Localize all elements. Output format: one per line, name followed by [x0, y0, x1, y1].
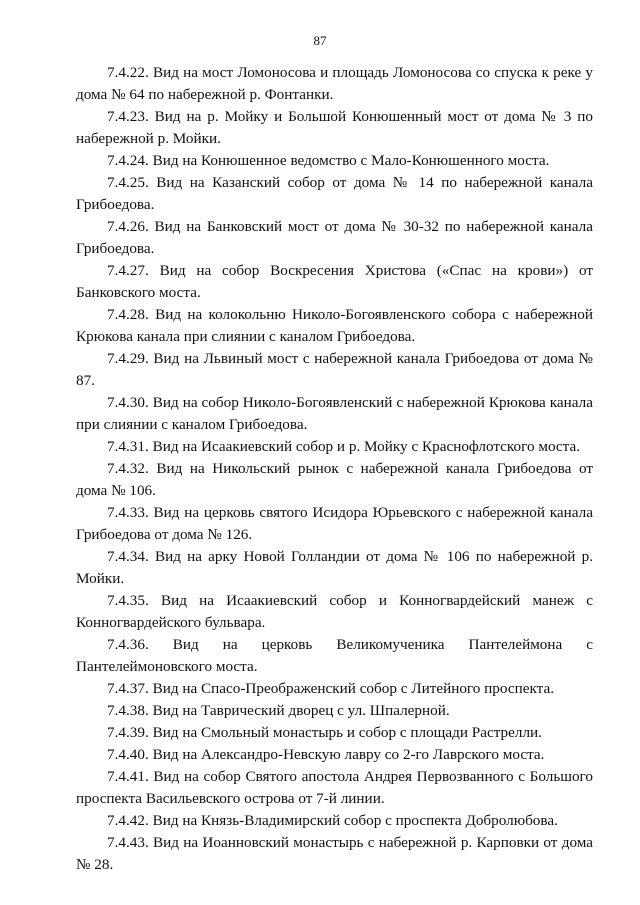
paragraph-7-4-24: 7.4.24. Вид на Конюшенное ведомство с Мало-Конюшенного моста. — [107, 152, 550, 169]
paragraph-7-4-22: 7.4.22. Вид на мост Ломоносова и площадь Ломоносова со спуска к реке у дома № 64 по набережной р. Фонтанки. — [76, 64, 593, 103]
paragraph-7-4-41: 7.4.41. Вид на собор Святого апостола Андрея Первозванного с Большого проспекта Васильевского острова от 7-й линии. — [76, 768, 593, 807]
paragraph-7-4-38: 7.4.38. Вид на Таврический дворец с ул. Шпалерной. — [107, 702, 450, 719]
paragraph-7-4-34: 7.4.34. Вид на арку Новой Голландии от дома № 106 по набережной р. Мойки. — [76, 548, 593, 587]
page-number: 87 — [313, 33, 327, 48]
paragraph-7-4-43: 7.4.43. Вид на Иоанновский монастырь с набережной р. Карповки от дома № 28. — [76, 834, 593, 873]
paragraph-7-4-25: 7.4.25. Вид на Казанский собор от дома № 14 по набережной канала Грибоедова. — [76, 174, 593, 213]
paragraph-7-4-31: 7.4.31. Вид на Исаакиевский собор и р. Мойку с Краснофлотского моста. — [107, 438, 581, 455]
paragraph-7-4-29: 7.4.29. Вид на Львиный мост с набережной канала Грибоедова от дома № 87. — [76, 350, 593, 389]
paragraph-7-4-23: 7.4.23. Вид на р. Мойку и Большой Конюшенный мост от дома № 3 по набережной р. Мойки. — [76, 108, 593, 147]
paragraph-7-4-26: 7.4.26. Вид на Банковский мост от дома № 30-32 по набережной канала Грибоедова. — [76, 218, 593, 257]
paragraph-7-4-37: 7.4.37. Вид на Спасо-Преображенский собор с Литейного проспекта. — [107, 680, 555, 697]
paragraph-7-4-32: 7.4.32. Вид на Никольский рынок с набережной канала Грибоедова от дома № 106. — [76, 460, 593, 499]
paragraph-7-4-30: 7.4.30. Вид на собор Николо-Богоявленский с набережной Крюкова канала при слиянии с каналом Грибоедова. — [76, 394, 593, 433]
document-body — [76, 62, 593, 876]
paragraph-7-4-39: 7.4.39. Вид на Смольный монастырь и собор с площади Растрелли. — [107, 724, 542, 741]
paragraph-7-4-33: 7.4.33. Вид на церковь святого Исидора Юрьевского с набережной канала Грибоедова от дома № 126. — [76, 504, 593, 543]
paragraph-7-4-35: 7.4.35. Вид на Исаакиевский собор и Конногвардейский манеж с Конногвардейского бульвара. — [76, 592, 593, 631]
paragraph-7-4-27: 7.4.27. Вид на собор Воскресения Христова («Спас на крови») от Банковского моста. — [76, 262, 593, 301]
paragraph-7-4-42: 7.4.42. Вид на Князь-Владимирский собор с проспекта Добролюбова. — [107, 812, 558, 829]
paragraph-7-4-40: 7.4.40. Вид на Александро-Невскую лавру со 2-го Лаврского моста. — [107, 746, 545, 763]
paragraph-7-4-28: 7.4.28. Вид на колокольню Николо-Богоявленского собора с набережной Крюкова канала при слиянии с каналом Грибоедова. — [76, 306, 593, 345]
paragraph-7-4-36: 7.4.36. Вид на церковь Великомученика Пантелеймона с Пантелеймоновского моста. — [76, 636, 593, 675]
